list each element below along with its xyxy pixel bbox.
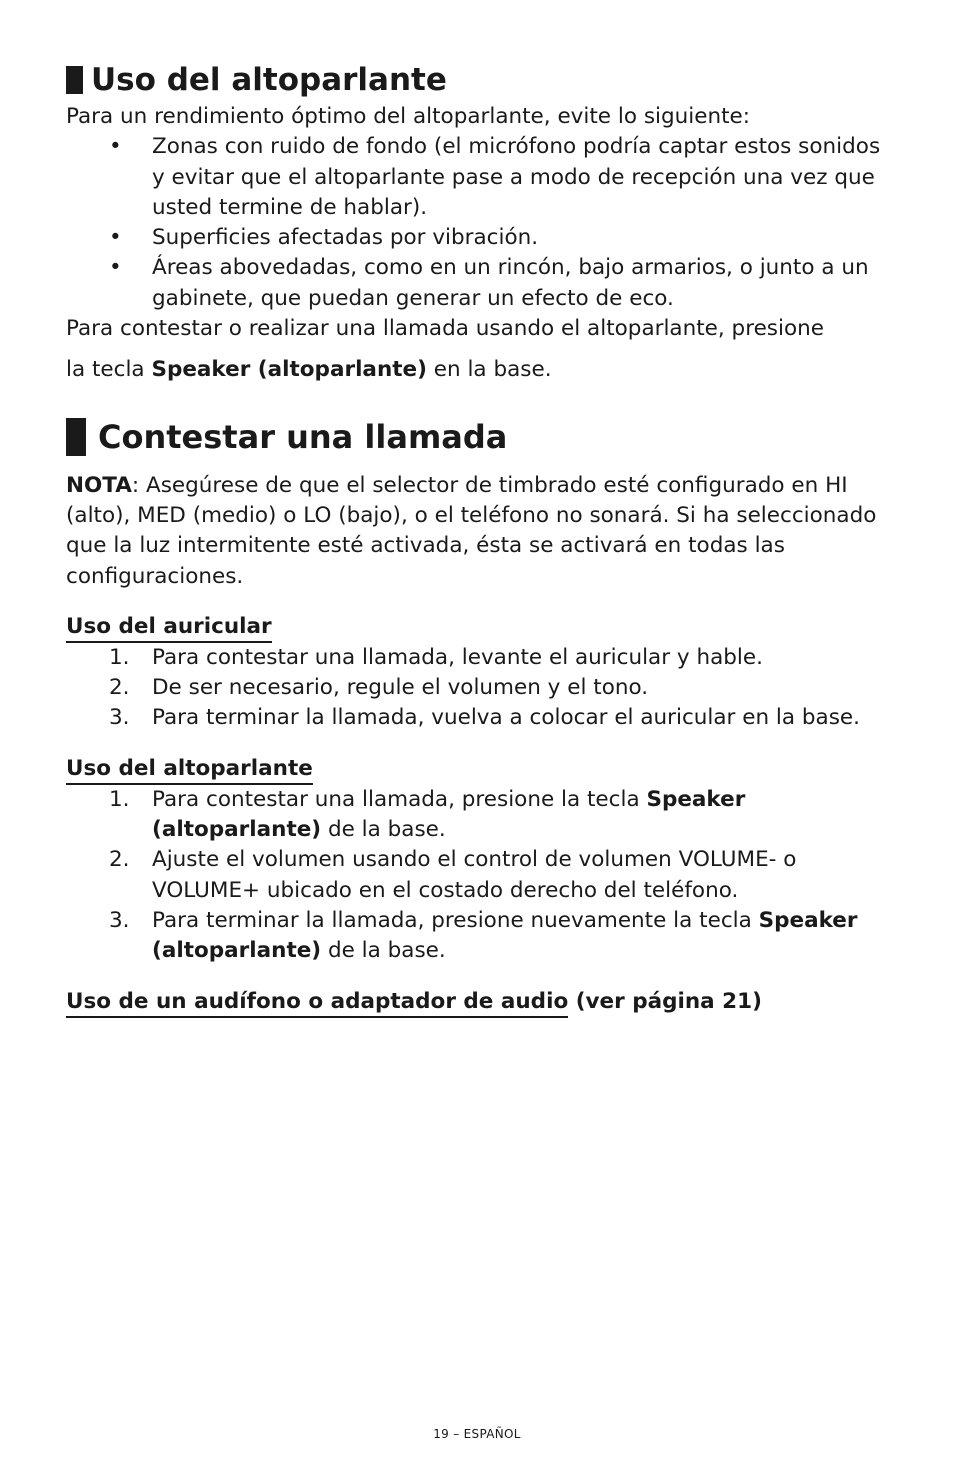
closing-text: la tecla xyxy=(66,357,152,383)
speaker-closing-line2 xyxy=(66,355,886,385)
heading-bar-marker xyxy=(66,418,86,456)
step-text: Para contestar una llamada, presione la tecla xyxy=(152,786,647,812)
note-paragraph xyxy=(66,471,886,592)
subheading-text: Uso del auricular xyxy=(66,613,272,643)
closing-text: en la base. xyxy=(426,357,552,383)
list-item xyxy=(66,253,886,314)
section-heading-text: Uso del altoparlante xyxy=(91,62,447,98)
list-item xyxy=(66,845,886,906)
heading-bar-marker xyxy=(66,66,83,94)
page-reference: (ver página 21) xyxy=(568,988,762,1014)
section-heading-answer xyxy=(66,414,886,460)
section-heading-text: Contestar una llamada xyxy=(98,417,508,456)
list-item xyxy=(66,785,886,846)
manual-page xyxy=(66,58,886,1018)
subheading-speakerphone xyxy=(66,754,886,785)
step-number: 1. xyxy=(109,786,130,812)
step-text: De ser necesario, regule el volumen y el tono. xyxy=(152,675,649,701)
list-item xyxy=(66,132,886,223)
step-text: Para terminar la llamada, presione nuevamente la tecla xyxy=(152,907,759,933)
step-number: 3. xyxy=(109,907,130,933)
list-item xyxy=(66,223,886,253)
subheading-text: Uso del altoparlante xyxy=(66,755,313,785)
step-text: Ajuste el volumen usando el control de volumen VOLUME- o VOLUME+ ubicado en el costado derecho del teléfono. xyxy=(152,847,797,903)
step-text: de la base. xyxy=(321,817,446,843)
bullet-icon: • xyxy=(109,134,122,160)
speaker-key-name: Speaker (altoparlante) xyxy=(152,907,858,964)
list-item xyxy=(66,643,886,673)
speaker-closing-line1: Para contestar o realizar una llamada usando el altoparlante, presione xyxy=(66,316,824,342)
step-number: 1. xyxy=(109,644,130,670)
subheading-hearing-aid xyxy=(66,987,886,1018)
speaker-avoid-list xyxy=(66,132,886,314)
step-text: Para contestar una llamada, levante el auricular y hable. xyxy=(152,644,763,670)
handset-steps xyxy=(66,643,886,734)
list-item-text: Áreas abovedadas, como en un rincón, bajo armarios, o junto a un gabinete, que puedan generar un efecto de eco. xyxy=(152,255,869,311)
speaker-intro: Para un rendimiento óptimo del altoparlante, evite lo siguiente: xyxy=(66,104,751,129)
bullet-icon: • xyxy=(109,255,122,281)
speakerphone-steps xyxy=(66,785,886,967)
list-item xyxy=(66,703,886,733)
step-number: 2. xyxy=(109,847,130,873)
list-item xyxy=(66,906,886,967)
step-number: 3. xyxy=(109,705,130,731)
step-number: 2. xyxy=(109,675,130,701)
list-item-text: Zonas con ruido de fondo (el micrófono podría captar estos sonidos y evitar que el altoparlante pase a modo de recepción una vez que usted termine de hablar). xyxy=(152,134,881,220)
note-label: NOTA xyxy=(66,472,132,498)
note-text: : Asegúrese de que el selector de timbrado esté configurado en HI (alto), MED (medio) o LO (bajo), o el teléfono no sonará. Si ha seleccionado que la luz intermitente esté activada, ésta se activará en todas las configuraciones. xyxy=(66,472,877,589)
step-text: de la base. xyxy=(321,938,446,964)
list-item-text: Superficies afectadas por vibración. xyxy=(152,225,539,251)
list-item xyxy=(66,673,886,703)
subheading-handset xyxy=(66,612,886,643)
bullet-icon: • xyxy=(109,225,122,251)
step-text: Para terminar la llamada, vuelva a colocar el auricular en la base. xyxy=(152,705,860,731)
speaker-key-name: Speaker (altoparlante) xyxy=(151,357,427,383)
section-heading-speaker xyxy=(66,58,886,102)
subheading-text: Uso de un audífono o adaptador de audio xyxy=(66,988,568,1018)
speaker-key-name: Speaker (altoparlante) xyxy=(152,786,746,843)
page-footer: 19 – ESPAÑOL xyxy=(433,1427,521,1441)
